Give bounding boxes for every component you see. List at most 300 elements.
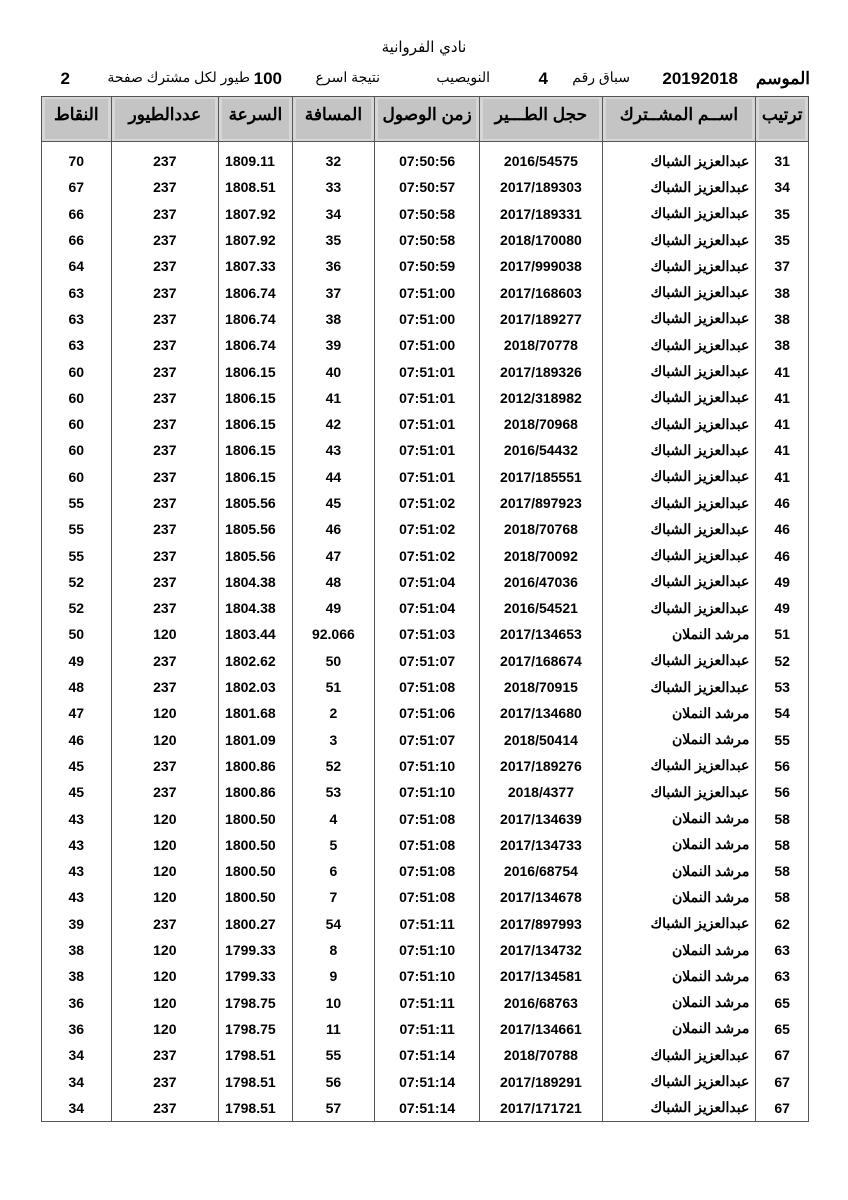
cell-dist: 7 (292, 884, 374, 910)
cell-name: عبدالعزيز الشباك (602, 306, 756, 332)
cell-time: 07:51:03 (374, 621, 479, 647)
birds-label: طيور لكل مشترك صفحة (107, 69, 250, 85)
cell-birds: 237 (111, 411, 218, 437)
table-row (42, 1042, 809, 1068)
cell-points: 64 (42, 253, 112, 279)
cell-points: 34 (42, 1095, 112, 1122)
cell-birds: 237 (111, 1042, 218, 1068)
cell-speed: 1800.86 (219, 779, 293, 805)
cell-name: عبدالعزيز الشباك (602, 174, 756, 200)
cell-points: 45 (42, 779, 112, 805)
cell-ring: 2018/4377 (480, 779, 602, 805)
cell-time: 07:51:02 (374, 516, 479, 542)
cell-birds: 120 (111, 963, 218, 989)
table-row (42, 1016, 809, 1042)
cell-name: مرشد النملان (602, 884, 756, 910)
cell-birds: 237 (111, 674, 218, 700)
cell-speed: 1806.15 (219, 437, 293, 463)
cell-rank: 65 (756, 1016, 809, 1042)
cell-name: عبدالعزيز الشباك (602, 1095, 756, 1122)
cell-time: 07:51:07 (374, 727, 479, 753)
table-row (42, 884, 809, 910)
cell-time: 07:51:01 (374, 437, 479, 463)
table-row (42, 674, 809, 700)
cell-name: عبدالعزيز الشباك (602, 753, 756, 779)
cell-dist: 92.066 (292, 621, 374, 647)
cell-name: عبدالعزيز الشباك (602, 464, 756, 490)
cell-speed: 1801.09 (219, 727, 293, 753)
cell-rank: 49 (756, 569, 809, 595)
cell-dist: 10 (292, 990, 374, 1016)
cell-birds: 120 (111, 884, 218, 910)
table-row (42, 148, 809, 174)
cell-birds: 237 (111, 516, 218, 542)
cell-dist: 11 (292, 1016, 374, 1042)
cell-time: 07:51:14 (374, 1095, 479, 1122)
result-label: نتيجة اسرع (315, 69, 380, 85)
cell-points: 55 (42, 542, 112, 568)
cell-dist: 32 (292, 148, 374, 174)
table-row (42, 1095, 809, 1122)
cell-name: عبدالعزيز الشباك (602, 227, 756, 253)
cell-ring: 2018/50414 (480, 727, 602, 753)
col-header-ring: حجل الطـــير (480, 97, 602, 142)
cell-time: 07:51:14 (374, 1042, 479, 1068)
cell-name: عبدالعزيز الشباك (602, 1068, 756, 1094)
cell-points: 66 (42, 227, 112, 253)
cell-speed: 1800.86 (219, 753, 293, 779)
cell-birds: 237 (111, 332, 218, 358)
cell-name: عبدالعزيز الشباك (602, 569, 756, 595)
cell-speed: 1798.51 (219, 1042, 293, 1068)
cell-time: 07:51:04 (374, 569, 479, 595)
cell-points: 34 (42, 1042, 112, 1068)
cell-birds: 237 (111, 569, 218, 595)
cell-speed: 1800.50 (219, 858, 293, 884)
cell-time: 07:51:14 (374, 1068, 479, 1094)
cell-birds: 237 (111, 306, 218, 332)
cell-points: 36 (42, 1016, 112, 1042)
cell-ring: 2018/70092 (480, 542, 602, 568)
cell-points: 66 (42, 201, 112, 227)
cell-birds: 237 (111, 437, 218, 463)
cell-name: عبدالعزيز الشباك (602, 201, 756, 227)
table-row (42, 279, 809, 305)
table-row (42, 174, 809, 200)
cell-name: عبدالعزيز الشباك (602, 911, 756, 937)
cell-ring: 2016/54575 (480, 148, 602, 174)
cell-name: مرشد النملان (602, 805, 756, 831)
cell-birds: 120 (111, 937, 218, 963)
cell-dist: 53 (292, 779, 374, 805)
cell-dist: 5 (292, 832, 374, 858)
cell-speed: 1800.50 (219, 832, 293, 858)
cell-ring: 2018/170080 (480, 227, 602, 253)
cell-time: 07:51:01 (374, 411, 479, 437)
cell-ring: 2016/54432 (480, 437, 602, 463)
cell-speed: 1803.44 (219, 621, 293, 647)
cell-birds: 120 (111, 805, 218, 831)
cell-dist: 45 (292, 490, 374, 516)
cell-rank: 35 (756, 227, 809, 253)
table-row (42, 385, 809, 411)
cell-ring: 2017/134661 (480, 1016, 602, 1042)
cell-birds: 120 (111, 1016, 218, 1042)
cell-speed: 1802.62 (219, 648, 293, 674)
cell-time: 07:51:08 (374, 674, 479, 700)
cell-ring: 2017/189277 (480, 306, 602, 332)
cell-rank: 41 (756, 411, 809, 437)
cell-speed: 1798.51 (219, 1068, 293, 1094)
table-row (42, 963, 809, 989)
cell-name: مرشد النملان (602, 990, 756, 1016)
cell-time: 07:51:00 (374, 332, 479, 358)
cell-points: 36 (42, 990, 112, 1016)
cell-dist: 52 (292, 753, 374, 779)
table-row (42, 464, 809, 490)
cell-name: عبدالعزيز الشباك (602, 779, 756, 805)
cell-ring: 2017/999038 (480, 253, 602, 279)
race-info-bar (40, 69, 810, 91)
cell-birds: 120 (111, 858, 218, 884)
cell-speed: 1806.15 (219, 411, 293, 437)
cell-name: مرشد النملان (602, 1016, 756, 1042)
col-header-arrival: زمن الوصول (374, 97, 479, 142)
cell-name: عبدالعزيز الشباك (602, 148, 756, 174)
cell-dist: 33 (292, 174, 374, 200)
cell-ring: 2017/897993 (480, 911, 602, 937)
table-row (42, 227, 809, 253)
cell-rank: 67 (756, 1042, 809, 1068)
table-row (42, 805, 809, 831)
cell-speed: 1800.50 (219, 805, 293, 831)
cell-time: 07:51:07 (374, 648, 479, 674)
cell-speed: 1801.68 (219, 700, 293, 726)
cell-time: 07:51:11 (374, 911, 479, 937)
cell-ring: 2017/134680 (480, 700, 602, 726)
cell-points: 63 (42, 306, 112, 332)
cell-speed: 1806.74 (219, 279, 293, 305)
cell-speed: 1805.56 (219, 490, 293, 516)
cell-ring: 2018/70778 (480, 332, 602, 358)
cell-time: 07:50:57 (374, 174, 479, 200)
cell-birds: 237 (111, 148, 218, 174)
cell-dist: 34 (292, 201, 374, 227)
cell-dist: 9 (292, 963, 374, 989)
table-header-row (42, 97, 809, 142)
cell-ring: 2017/189303 (480, 174, 602, 200)
cell-points: 52 (42, 569, 112, 595)
cell-name: عبدالعزيز الشباك (602, 648, 756, 674)
cell-dist: 41 (292, 385, 374, 411)
cell-ring: 2016/54521 (480, 595, 602, 621)
cell-ring: 2018/70968 (480, 411, 602, 437)
cell-speed: 1804.38 (219, 595, 293, 621)
cell-points: 55 (42, 490, 112, 516)
cell-time: 07:51:08 (374, 858, 479, 884)
cell-time: 07:51:08 (374, 832, 479, 858)
cell-name: مرشد النملان (602, 963, 756, 989)
cell-points: 60 (42, 358, 112, 384)
cell-name: عبدالعزيز الشباك (602, 411, 756, 437)
cell-dist: 36 (292, 253, 374, 279)
table-row (42, 542, 809, 568)
cell-ring: 2017/189326 (480, 358, 602, 384)
col-header-speed: السرعة (219, 97, 293, 142)
cell-ring: 2012/318982 (480, 385, 602, 411)
cell-dist: 55 (292, 1042, 374, 1068)
cell-rank: 51 (756, 621, 809, 647)
cell-ring: 2017/185551 (480, 464, 602, 490)
cell-points: 67 (42, 174, 112, 200)
cell-birds: 237 (111, 753, 218, 779)
cell-time: 07:50:56 (374, 148, 479, 174)
race-number: 4 (538, 69, 548, 88)
cell-time: 07:51:06 (374, 700, 479, 726)
cell-ring: 2017/189276 (480, 753, 602, 779)
cell-time: 07:51:02 (374, 542, 479, 568)
cell-ring: 2016/68763 (480, 990, 602, 1016)
cell-rank: 34 (756, 174, 809, 200)
cell-dist: 44 (292, 464, 374, 490)
cell-ring: 2017/134639 (480, 805, 602, 831)
cell-points: 43 (42, 858, 112, 884)
table-row (42, 253, 809, 279)
cell-ring: 2017/897923 (480, 490, 602, 516)
race-location: النويصيب (436, 69, 490, 85)
cell-birds: 237 (111, 911, 218, 937)
cell-time: 07:51:10 (374, 779, 479, 805)
cell-rank: 62 (756, 911, 809, 937)
result-value: 100 (253, 69, 282, 88)
cell-points: 34 (42, 1068, 112, 1094)
cell-rank: 35 (756, 201, 809, 227)
page-number: 2 (60, 69, 70, 88)
cell-dist: 2 (292, 700, 374, 726)
cell-name: عبدالعزيز الشباك (602, 542, 756, 568)
cell-rank: 56 (756, 753, 809, 779)
cell-rank: 63 (756, 937, 809, 963)
cell-ring: 2018/70768 (480, 516, 602, 542)
table-row (42, 990, 809, 1016)
cell-speed: 1806.15 (219, 385, 293, 411)
table-row (42, 648, 809, 674)
cell-name: عبدالعزيز الشباك (602, 595, 756, 621)
table-row (42, 727, 809, 753)
season-label: الموسم (755, 69, 810, 88)
cell-name: عبدالعزيز الشباك (602, 253, 756, 279)
cell-time: 07:50:59 (374, 253, 479, 279)
cell-rank: 67 (756, 1095, 809, 1122)
table-row (42, 516, 809, 542)
cell-speed: 1804.38 (219, 569, 293, 595)
cell-birds: 120 (111, 832, 218, 858)
cell-rank: 56 (756, 779, 809, 805)
cell-speed: 1807.92 (219, 227, 293, 253)
cell-speed: 1798.75 (219, 990, 293, 1016)
cell-points: 43 (42, 884, 112, 910)
cell-ring: 2016/47036 (480, 569, 602, 595)
cell-name: عبدالعزيز الشباك (602, 385, 756, 411)
table-row (42, 490, 809, 516)
cell-dist: 38 (292, 306, 374, 332)
cell-name: مرشد النملان (602, 832, 756, 858)
cell-dist: 51 (292, 674, 374, 700)
cell-dist: 49 (292, 595, 374, 621)
table-row (42, 201, 809, 227)
cell-points: 45 (42, 753, 112, 779)
cell-name: عبدالعزيز الشباك (602, 358, 756, 384)
table-row (42, 911, 809, 937)
cell-points: 60 (42, 437, 112, 463)
cell-birds: 237 (111, 648, 218, 674)
cell-birds: 237 (111, 779, 218, 805)
cell-ring: 2017/168674 (480, 648, 602, 674)
table-row (42, 332, 809, 358)
cell-points: 39 (42, 911, 112, 937)
cell-points: 63 (42, 279, 112, 305)
cell-points: 49 (42, 648, 112, 674)
cell-name: عبدالعزيز الشباك (602, 490, 756, 516)
cell-dist: 6 (292, 858, 374, 884)
cell-dist: 43 (292, 437, 374, 463)
cell-name: مرشد النملان (602, 858, 756, 884)
cell-dist: 50 (292, 648, 374, 674)
cell-rank: 41 (756, 464, 809, 490)
cell-ring: 2017/134653 (480, 621, 602, 647)
cell-name: مرشد النملان (602, 700, 756, 726)
race-label: سباق رقم (572, 69, 630, 85)
cell-ring: 2018/70915 (480, 674, 602, 700)
cell-time: 07:50:58 (374, 227, 479, 253)
table-row (42, 595, 809, 621)
cell-rank: 54 (756, 700, 809, 726)
cell-rank: 38 (756, 279, 809, 305)
cell-speed: 1809.11 (219, 148, 293, 174)
cell-speed: 1807.92 (219, 201, 293, 227)
cell-points: 48 (42, 674, 112, 700)
cell-dist: 35 (292, 227, 374, 253)
cell-rank: 38 (756, 332, 809, 358)
cell-time: 07:51:00 (374, 279, 479, 305)
cell-points: 46 (42, 727, 112, 753)
cell-time: 07:51:02 (374, 490, 479, 516)
cell-time: 07:51:04 (374, 595, 479, 621)
col-header-name: اســم المشــترك (602, 97, 756, 142)
cell-points: 60 (42, 464, 112, 490)
cell-name: مرشد النملان (602, 937, 756, 963)
cell-time: 07:51:01 (374, 358, 479, 384)
table-row (42, 937, 809, 963)
cell-speed: 1806.74 (219, 306, 293, 332)
cell-dist: 40 (292, 358, 374, 384)
cell-name: عبدالعزيز الشباك (602, 437, 756, 463)
cell-rank: 53 (756, 674, 809, 700)
cell-speed: 1807.33 (219, 253, 293, 279)
cell-birds: 120 (111, 621, 218, 647)
cell-points: 38 (42, 937, 112, 963)
cell-birds: 237 (111, 595, 218, 621)
cell-rank: 46 (756, 542, 809, 568)
col-header-distance: المسافة (292, 97, 374, 142)
cell-name: عبدالعزيز الشباك (602, 516, 756, 542)
cell-time: 07:51:00 (374, 306, 479, 332)
cell-rank: 46 (756, 490, 809, 516)
cell-ring: 2017/171721 (480, 1095, 602, 1122)
cell-speed: 1799.33 (219, 963, 293, 989)
table-row (42, 621, 809, 647)
cell-ring: 2017/134733 (480, 832, 602, 858)
cell-birds: 237 (111, 385, 218, 411)
cell-speed: 1802.03 (219, 674, 293, 700)
cell-rank: 41 (756, 437, 809, 463)
cell-points: 38 (42, 963, 112, 989)
cell-dist: 48 (292, 569, 374, 595)
table-body (42, 142, 809, 1122)
cell-birds: 237 (111, 201, 218, 227)
cell-birds: 237 (111, 174, 218, 200)
cell-rank: 58 (756, 805, 809, 831)
cell-ring: 2017/168603 (480, 279, 602, 305)
cell-speed: 1800.50 (219, 884, 293, 910)
club-title: نادي الفروانية (381, 38, 467, 56)
cell-birds: 237 (111, 1068, 218, 1094)
cell-ring: 2016/68754 (480, 858, 602, 884)
cell-rank: 38 (756, 306, 809, 332)
table-row (42, 700, 809, 726)
cell-dist: 39 (292, 332, 374, 358)
cell-points: 60 (42, 385, 112, 411)
cell-speed: 1799.33 (219, 937, 293, 963)
cell-birds: 237 (111, 279, 218, 305)
cell-birds: 237 (111, 358, 218, 384)
cell-dist: 47 (292, 542, 374, 568)
cell-name: عبدالعزيز الشباك (602, 674, 756, 700)
cell-dist: 4 (292, 805, 374, 831)
cell-time: 07:51:10 (374, 937, 479, 963)
cell-speed: 1805.56 (219, 516, 293, 542)
table-row (42, 858, 809, 884)
cell-rank: 65 (756, 990, 809, 1016)
cell-speed: 1798.51 (219, 1095, 293, 1122)
cell-dist: 37 (292, 279, 374, 305)
cell-birds: 120 (111, 727, 218, 753)
table-row (42, 569, 809, 595)
cell-points: 50 (42, 621, 112, 647)
cell-birds: 237 (111, 253, 218, 279)
cell-speed: 1806.15 (219, 464, 293, 490)
cell-birds: 237 (111, 464, 218, 490)
cell-speed: 1806.74 (219, 332, 293, 358)
cell-ring: 2018/70788 (480, 1042, 602, 1068)
cell-birds: 237 (111, 227, 218, 253)
table-row (42, 1068, 809, 1094)
cell-time: 07:51:01 (374, 385, 479, 411)
cell-rank: 49 (756, 595, 809, 621)
table-row (42, 753, 809, 779)
cell-rank: 46 (756, 516, 809, 542)
cell-points: 47 (42, 700, 112, 726)
cell-dist: 56 (292, 1068, 374, 1094)
cell-ring: 2017/134732 (480, 937, 602, 963)
cell-birds: 237 (111, 490, 218, 516)
cell-name: مرشد النملان (602, 621, 756, 647)
cell-name: مرشد النملان (602, 727, 756, 753)
results-table (41, 96, 809, 1122)
cell-dist: 54 (292, 911, 374, 937)
cell-ring: 2017/189331 (480, 201, 602, 227)
cell-points: 52 (42, 595, 112, 621)
